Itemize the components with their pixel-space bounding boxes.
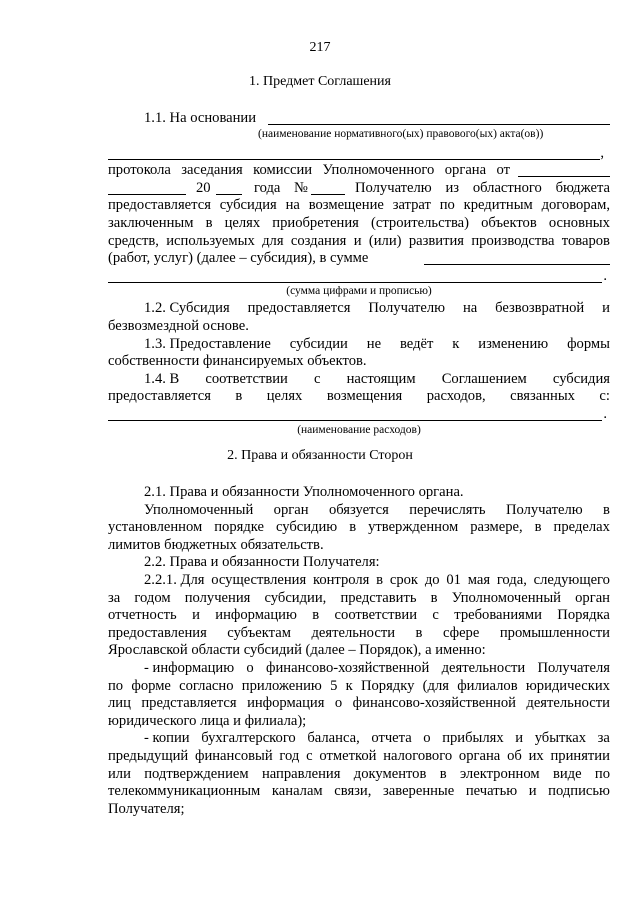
word: и [515, 730, 524, 747]
word: баланса, [307, 730, 360, 747]
period: . [603, 267, 607, 284]
blank-line-row [108, 145, 610, 163]
word: их [528, 747, 544, 764]
word: целях [266, 388, 303, 405]
word: об [507, 747, 522, 764]
word: 20 [196, 179, 211, 196]
word: соответствии [334, 607, 418, 624]
word: принятии [550, 747, 610, 764]
word: перечислять [409, 501, 486, 518]
word: телекоммуникационным [108, 783, 261, 800]
word: Получателю [355, 179, 432, 196]
word: электронном [459, 765, 540, 782]
word: безвозвратной [495, 300, 585, 317]
word: с: [599, 388, 610, 405]
text-line: лимитов бюджетных обязательств. [108, 536, 324, 553]
word: ведёт [399, 335, 434, 352]
word: 1.4. В [144, 370, 180, 387]
text-line [108, 519, 610, 537]
word: товаров [561, 232, 610, 249]
word: для [262, 232, 284, 249]
blank-line [518, 176, 610, 177]
word: по [594, 765, 610, 782]
word: создания [290, 232, 347, 249]
word: деятельности [311, 624, 396, 641]
clause-1-2 [108, 300, 610, 318]
text-line [108, 695, 610, 713]
word: согласно [179, 677, 234, 694]
text-line: собственности финансируемых объектов. [108, 353, 367, 370]
word: и [353, 232, 362, 249]
text-line: Получателя; [108, 800, 185, 817]
word: представляется [141, 695, 237, 712]
clause-1-1-start: 1.1. На основании [144, 110, 257, 126]
word: (строительства) [371, 214, 469, 231]
text-line [108, 590, 610, 608]
section-2-body [108, 484, 610, 818]
word: Уполномоченный [451, 589, 561, 606]
word: бухгалтерского [201, 730, 296, 747]
word: виде [552, 765, 582, 782]
word: от [496, 162, 510, 179]
word: Уполномоченного [322, 162, 435, 179]
word: отчетность [108, 607, 177, 624]
word: лиц [108, 695, 131, 712]
word: информацию [215, 607, 297, 624]
word: установленном [108, 519, 203, 536]
clause-2-2: 2.2. Права и обязанности Получателя: [144, 554, 380, 571]
word: (для [422, 677, 449, 694]
caption-expenses: (наименование расходов) [297, 423, 421, 436]
word: субсидии [289, 335, 348, 352]
word: бюджета [555, 179, 610, 196]
text-line [108, 678, 610, 696]
word: срок [389, 571, 419, 588]
word: до [424, 571, 440, 588]
text-line [108, 162, 610, 180]
word: о [246, 659, 254, 676]
word: финансово-хозяйственной [266, 659, 430, 676]
line-1-1 [108, 110, 610, 128]
word: в [312, 607, 320, 624]
word: деятельности [441, 659, 526, 676]
word: следующего [533, 571, 610, 588]
blank-line-row [108, 268, 610, 286]
word: годом [134, 589, 171, 606]
word: предоставляется [108, 388, 211, 405]
word: обязуется [328, 501, 389, 518]
word: соответствии [205, 370, 288, 387]
word: 1.2. Субсидия [144, 300, 230, 317]
bullet-2 [108, 730, 610, 748]
word: документов [353, 765, 427, 782]
blank-line [424, 264, 610, 265]
section-1-body [108, 110, 610, 438]
clause-2-1: 2.1. Права и обязанности Уполномоченного органа. [144, 484, 464, 500]
text-line [108, 502, 610, 520]
word: областного [472, 179, 542, 196]
word: приобретения [272, 214, 359, 231]
word: комиссии [253, 162, 313, 179]
word: кредитным [463, 197, 533, 214]
word: сфере [442, 624, 480, 641]
caption-act: (наименование нормативного(ых) правового(ых) акта(ов)) [258, 127, 544, 140]
word: с [432, 607, 439, 624]
word: целях [224, 214, 261, 231]
word: за [597, 730, 610, 747]
word: заверенные [383, 783, 455, 800]
word: - информацию [144, 659, 235, 676]
word: связанных [510, 388, 575, 405]
word: форме [131, 677, 171, 694]
word: орган [575, 589, 610, 606]
word: средств, [108, 232, 159, 249]
word: и [602, 300, 610, 317]
word: 5 [330, 677, 338, 694]
word: формы [567, 335, 610, 352]
word: объектов [481, 214, 537, 231]
section-2-title: 2. Права и обязанности Сторон [227, 448, 413, 463]
word: предоставляется [247, 300, 351, 317]
word: заключенным [108, 214, 194, 231]
word: в [235, 388, 243, 405]
word: предыдущий [108, 747, 189, 764]
word: протокола [108, 162, 171, 179]
word: основных [548, 214, 610, 231]
word: связи, [334, 783, 372, 800]
word: приложению [241, 677, 322, 694]
word: к [345, 677, 353, 694]
blank-line [216, 194, 242, 195]
word: в [205, 214, 213, 231]
period: . [603, 405, 607, 422]
word: используемых [166, 232, 255, 249]
word: субъектам [227, 624, 291, 641]
clause-2-2-1 [108, 572, 610, 590]
word: деятельности [526, 695, 610, 712]
word: размере, [470, 519, 523, 536]
blank-line [268, 124, 610, 125]
word: Порядка [557, 607, 610, 624]
blank-line [311, 194, 345, 195]
word: контроля [312, 571, 370, 588]
word: субсидию [275, 519, 338, 536]
word: требованиями [454, 607, 542, 624]
word: порядке [214, 519, 264, 536]
word: - копии [144, 730, 190, 747]
word: 1.3. Предоставление [144, 335, 271, 352]
word: Уполномоченный [144, 501, 254, 518]
word: представить [340, 589, 417, 606]
text-line [108, 766, 610, 784]
word: предоставления [108, 624, 207, 641]
word: предоставляется [108, 197, 211, 214]
word: филиалов [457, 677, 518, 694]
page-number: 217 [309, 40, 331, 55]
word: 01 [446, 571, 461, 588]
word: 2.2.1. Для [144, 571, 205, 588]
text-line [108, 233, 610, 251]
word: органа [458, 747, 501, 764]
text-line [108, 607, 610, 625]
word: субсидия [219, 197, 277, 214]
word: по [108, 677, 124, 694]
word: (или) [368, 232, 402, 249]
blank-line [108, 282, 602, 283]
word: и [192, 607, 200, 624]
word: расходов, [426, 388, 486, 405]
word: убытках [534, 730, 587, 747]
bullet-1 [108, 660, 610, 678]
word: по [439, 197, 455, 214]
word: договорам, [541, 197, 610, 214]
word: или [108, 765, 131, 782]
word: получения [184, 589, 251, 606]
word: отметкой [319, 747, 377, 764]
text-line: Ярославской области субсидий (далее – Порядок), а именно: [108, 642, 486, 659]
word: изменению [478, 335, 549, 352]
blank-line-row [108, 406, 610, 424]
word: утвержденном [368, 519, 459, 536]
word: субсидия [552, 370, 610, 387]
word: финансово-хозяйственной [352, 695, 516, 712]
word: на [462, 300, 478, 317]
word: отчета [371, 730, 412, 747]
word: прибылях [442, 730, 504, 747]
word: года, [496, 571, 527, 588]
word: затрат [392, 197, 431, 214]
word: заседания [181, 162, 243, 179]
word: Получателю [505, 501, 583, 518]
comma: , [600, 144, 604, 161]
word: с [314, 370, 321, 387]
word: подтверждением [144, 765, 249, 782]
word: возмещение [308, 197, 384, 214]
word: Соглашением [441, 370, 527, 387]
word: в [376, 571, 384, 588]
clause-1-4 [108, 371, 610, 389]
text-line [108, 197, 610, 215]
section-1-title: 1. Предмет Соглашения [249, 74, 391, 89]
word: каналам [271, 783, 323, 800]
text-line [108, 180, 610, 198]
word: на [285, 197, 300, 214]
word: в [430, 589, 438, 606]
word: производства [471, 232, 555, 249]
word: финансовый [194, 747, 273, 764]
word: юридических [525, 677, 610, 694]
word: Получателю [368, 300, 446, 317]
word: пределах [553, 519, 610, 536]
blank-line [108, 159, 600, 160]
text-line [108, 748, 610, 766]
text-line [108, 388, 610, 406]
word: о [334, 695, 343, 712]
word: Получателя [537, 659, 610, 676]
word: в [534, 519, 542, 536]
word: не [366, 335, 382, 352]
word: и [528, 783, 537, 800]
text-line [108, 250, 610, 268]
word: № [294, 179, 308, 196]
word: подписью [548, 783, 610, 800]
word: в [415, 624, 423, 641]
word: настоящим [346, 370, 416, 387]
text-line: безвозмездной основе. [108, 317, 249, 334]
word: развития [408, 232, 464, 249]
word: печатью [465, 783, 518, 800]
word: с [306, 747, 313, 764]
text-line [108, 783, 610, 801]
word: направления [261, 765, 341, 782]
clause-1-3 [108, 336, 610, 354]
text-line: юридического лица и филиала); [108, 712, 307, 729]
word: в [603, 501, 610, 518]
word: год [279, 747, 300, 764]
word: орган [273, 501, 309, 518]
word: субсидии, [264, 589, 327, 606]
word: мая [467, 571, 491, 588]
word: информация [247, 695, 325, 712]
caption-sum: (сумма цифрами и прописью) [286, 285, 432, 298]
word: Порядку [360, 677, 415, 694]
word: о [423, 730, 431, 747]
word: в [349, 519, 357, 536]
blank-line [108, 194, 186, 195]
word: из [445, 179, 460, 196]
blank-line [108, 420, 602, 421]
text-line [108, 625, 610, 643]
word: органа [444, 162, 487, 179]
text-line [108, 215, 610, 233]
word: возмещения [326, 388, 403, 405]
word: года [254, 179, 281, 196]
word: к [452, 335, 460, 352]
word: за [108, 589, 121, 606]
sum-label: (работ, услуг) (далее – субсидия), в сумме [108, 250, 369, 267]
word: промышленности [499, 624, 610, 641]
word: налогового [383, 747, 453, 764]
word: осуществления [211, 571, 307, 588]
word: в [439, 765, 447, 782]
